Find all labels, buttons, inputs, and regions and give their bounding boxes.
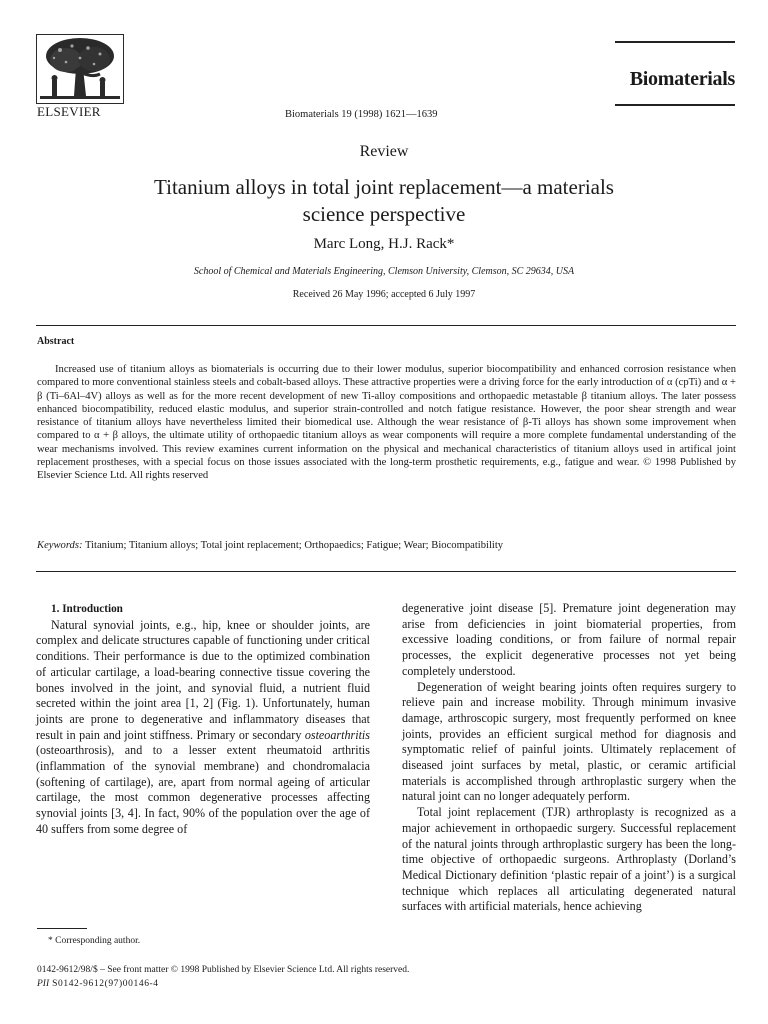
paragraph-text: (osteoarthrosis), and to a lesser extent rheumatoid arthritis (inflammation of the synovial membrane) and chondromalacia (softening of cartilage), are, apart from normal ageing of articular cartilage, the most common degenerative processes affecting synovial joints [3, 4]. In fact, 90% of the population over the age of 40 suffers from some degree of (36, 743, 370, 836)
article-title (0, 174, 768, 228)
received-dates: Received 26 May 1996; accepted 6 July 1997 (292, 289, 476, 300)
body-paragraph: Degeneration of weight bearing joints often requires surgery to relieve pain and increase mobility. Through minimum invasive damage, arthroscopic surgery, most frequently performed on knee joints, provides an efficient surgical method for diagnosis and symptomatic relief of painful joints. Ultimately replacement of diseased joint surfaces by metal, plastic, or ceramic artificial materials is accomplished through arthroplastic surgery when the natural joint can no longer adequately perform. (402, 679, 736, 804)
body-paragraph: Total joint replacement (TJR) arthroplasty is recognized as a major achievement in orthopaedic surgery. Successful replacement of the natural joints through arthroplastic surgery has been the long-time objective of orthopaedic surgeons. Arthroplasty (Dorland’s Medical Dictionary definition ‘plastic repair of a joint’) is a surgical technique which replaces all articulating degenerated natural surfaces with artificial materials, hence achieving (402, 805, 736, 914)
title-line-1: Titanium alloys in total joint replacement—a materials (154, 175, 614, 199)
abstract-text: Increased use of titanium alloys as biomaterials is occurring due to their lower modulus, superior biocompatibility and enhanced corrosion resistance when compared to more conventional stainless steels and cobalt-based alloys. These attractive properties were a driving force for the early introduction of α (cpTi) and α + β (Ti–6Al–4V) alloys as well as for the more recent development of new Ti-alloy compositions and orthopaedic metastable β titanium alloys. The later possess enhanced biocompatibility, reduced elastic modulus, and superior strain-controlled and notch fatigue resistance. However, the poor shear strength and wear resistance of titanium alloys have nevertheless limited their biomedical use. Although the wear resistance of β-Ti alloys has shown some improvement when compared to α + β alloys, the ultimate utility of orthopaedic titanium alloys as wear components will require a more complete fundamental understanding of the wear mechanisms involved. This review examines current information on the physical and mechanical characteristics of titanium alloys used in artifical joint replacement prostheses, with a special focus on those issues associated with the long-term prosthetic requirements, e.g., fatigue and wear. © 1998 Published by Elsevier Science Ltd. All rights reserved (37, 364, 736, 482)
body-paragraph: degenerative joint disease [5]. Premature joint degeneration may arise from deficiencies in joint biomaterial properties, from excessive loading conditions, or from failure of normal repair processes, the explicit degenerative processes not yet being completely understood. (402, 601, 736, 678)
paragraph-text: Natural synovial joints, e.g., hip, knee or shoulder joints, are complex and delicate structures capable of functioning under critical conditions. Their performance is due to the optimized combination of articular cartilage, a load-bearing connective tissue covering the bones involved in the joint, and synovial fluid, a nutrient fluid secreted within the joint area [1, 2] (Fig. 1). Unfortunately, human joints are prone to degenerative and inflammatory diseases that result in pain and joint stiffness. Primary or secondary (36, 617, 370, 742)
corresponding-author-footnote: * Corresponding author. (48, 936, 141, 946)
title-line-2: science perspective (302, 202, 466, 226)
keywords-label: Keywords: (37, 540, 83, 551)
pii-line (37, 979, 159, 989)
authors: Marc Long, H.J. Rack* (313, 236, 455, 252)
section-heading: 1. Introduction (51, 603, 123, 615)
article-type: Review (359, 143, 409, 160)
journal-name: Biomaterials (629, 68, 735, 90)
body-column-left (36, 602, 370, 838)
header-rule-top (615, 41, 735, 43)
header-rule-bottom (615, 104, 735, 106)
pii-number: S0142-9612(97)00146-4 (49, 979, 159, 989)
affiliation: School of Chemical and Materials Engineering, Clemson University, Clemson, SC 29634, USA (193, 266, 575, 277)
elsevier-tree-logo (36, 34, 124, 104)
footnote-rule (37, 928, 87, 929)
paragraph-italic-term: osteoarthritis (304, 727, 370, 742)
body-paragraph (36, 618, 370, 838)
keywords (37, 540, 503, 551)
abstract-rule-top (36, 325, 736, 326)
copyright-line: 0142-9612/98/$ – See front matter © 1998 Published by Elsevier Science Ltd. All rights reserved. (37, 965, 410, 975)
keywords-list: Titanium; Titanium alloys; Total joint replacement; Orthopaedics; Fatigue; Wear; Biocompatibility (84, 540, 504, 551)
journal-citation: Biomaterials 19 (1998) 1621—1639 (285, 109, 438, 120)
publisher-name: ELSEVIER (37, 104, 101, 119)
pii-label: PII (37, 979, 50, 989)
abstract-heading: Abstract (37, 336, 75, 347)
body-column-right (402, 601, 736, 915)
abstract-rule-bottom (36, 571, 736, 572)
